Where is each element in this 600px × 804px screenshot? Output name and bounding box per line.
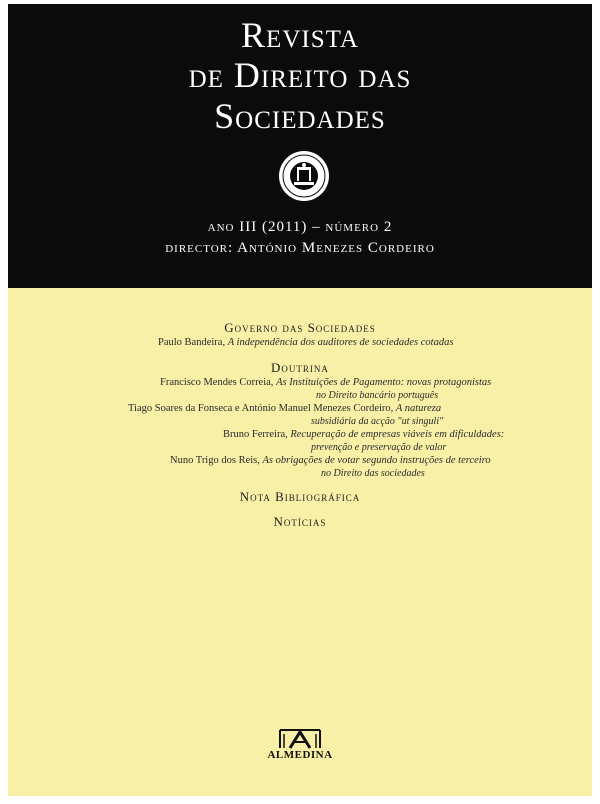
entry-title: A natureza — [395, 403, 442, 414]
entry-title-continuation: no Direito bancário português — [316, 390, 439, 401]
toc-entry — [223, 429, 504, 440]
almedina-logo-icon — [272, 724, 328, 768]
section-heading-doutrina: Doutrina — [271, 360, 329, 375]
entry-title: A independência dos auditores de sociedades cotadas — [227, 337, 454, 348]
cover-header-band — [8, 4, 592, 288]
entry-title: As Instituições de Pagamento: novas protagonistas — [276, 377, 492, 388]
toc-entry — [160, 377, 491, 388]
entry-author: Bruno Ferreira, — [223, 429, 291, 440]
book-cover — [8, 4, 592, 796]
title-line-2: de Direito das — [188, 55, 412, 95]
entry-author: Nuno Trigo dos Reis, — [170, 455, 263, 466]
entry-title: As obrigações de votar segundo instruções de terceiro — [262, 455, 491, 466]
issue-info: ano III (2011) – número 2 — [207, 219, 393, 235]
director-info: director: António Menezes Cordeiro — [165, 240, 435, 256]
entry-author: Francisco Mendes Correia, — [160, 377, 277, 388]
entry-title: Recuperação de empresas viáveis em dificuldades: — [290, 429, 505, 440]
title-line-1: Revista — [241, 15, 359, 55]
title-line-3: Sociedades — [214, 96, 386, 136]
entry-title-continuation: no Direito das sociedades — [321, 468, 425, 479]
entry-author: Paulo Bandeira, — [158, 337, 228, 348]
university-seal-icon — [277, 149, 331, 203]
publisher-name: ALMEDINA — [267, 749, 333, 761]
section-heading-governo: Governo das Sociedades — [224, 320, 376, 335]
entry-title-continuation: subsidiária da acção "ut singuli" — [311, 416, 444, 427]
toc-entry — [158, 337, 453, 348]
toc-entry — [128, 403, 441, 414]
toc-entry — [170, 455, 491, 466]
section-heading-nota: Nota Bibliográfica — [239, 489, 361, 504]
entry-author: Tiago Soares da Fonseca e António Manuel Menezes Cordeiro, — [128, 403, 396, 414]
entry-title-continuation: prevenção e preservação de valor — [311, 442, 447, 453]
section-heading-noticias: Notícias — [273, 514, 327, 529]
